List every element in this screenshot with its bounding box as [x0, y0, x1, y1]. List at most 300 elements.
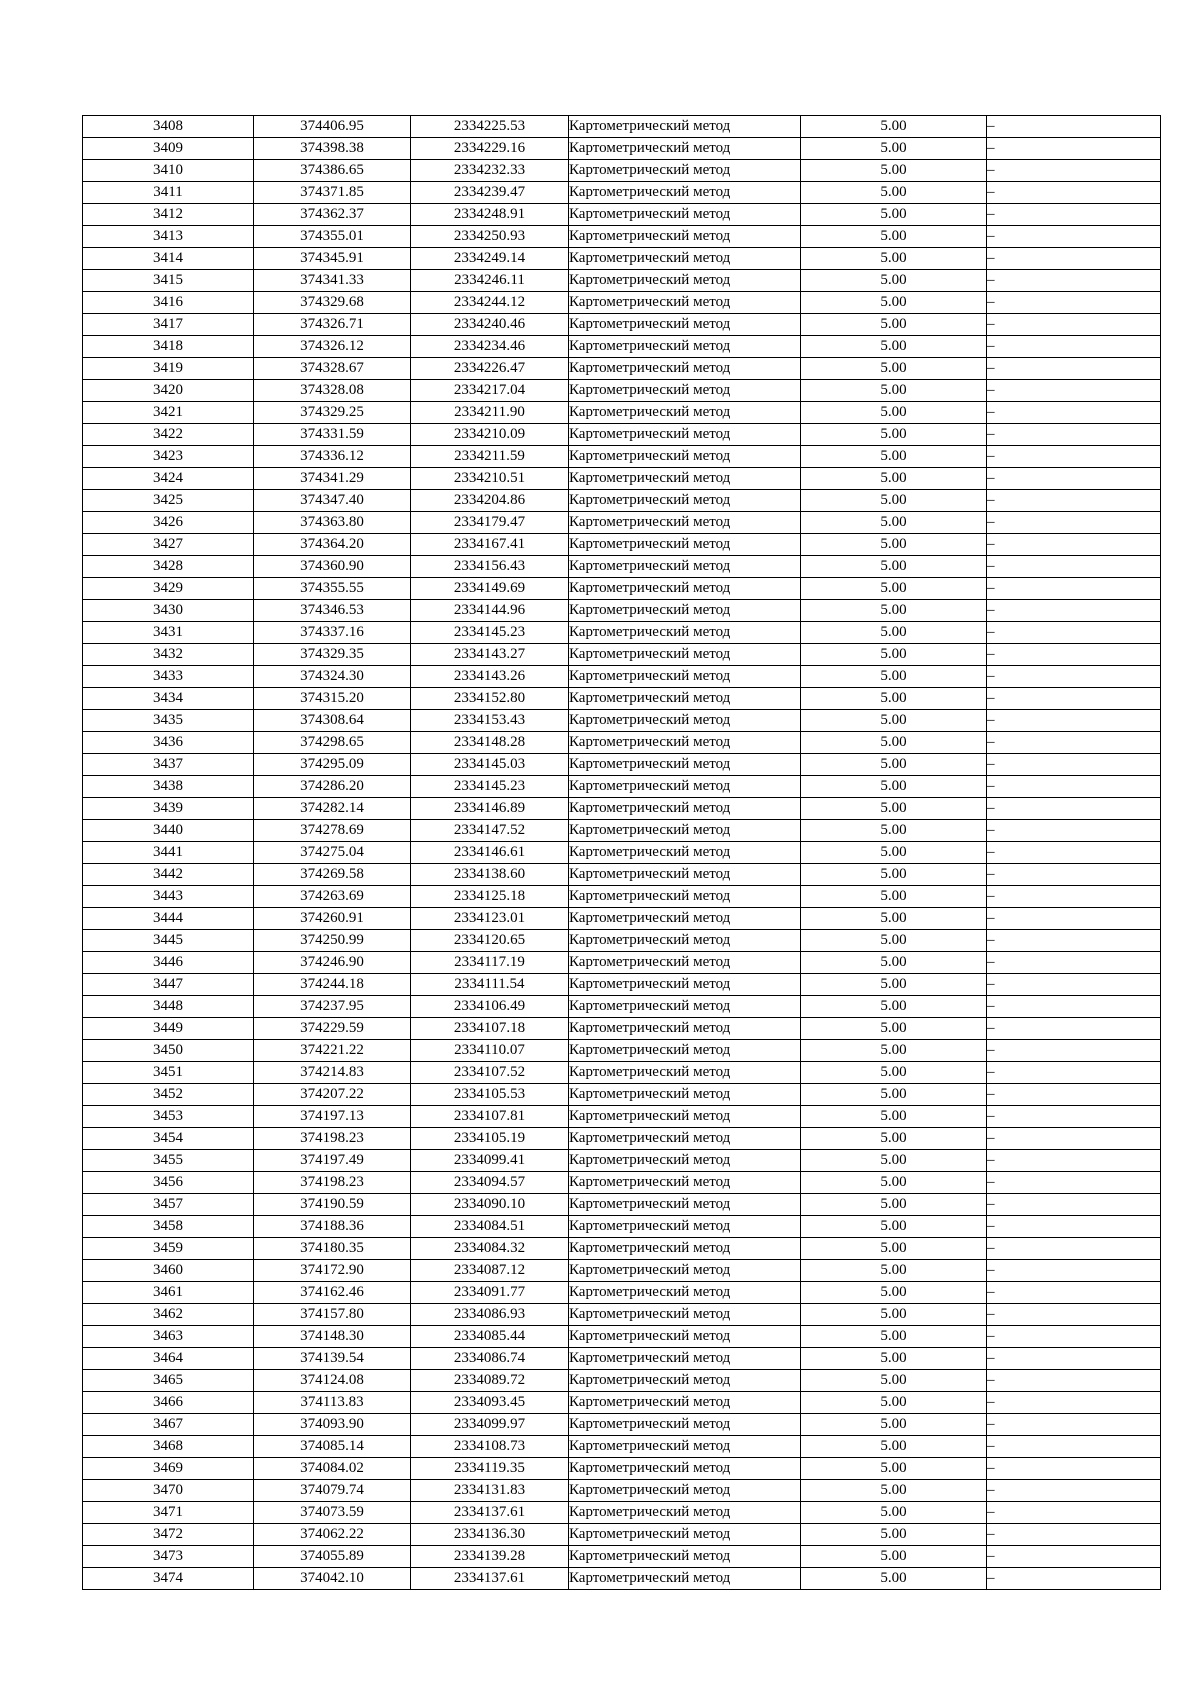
method-cell: Картометрический метод [569, 1326, 801, 1348]
table-row [83, 1238, 1161, 1260]
point-number-cell: 3439 [83, 798, 254, 820]
method-cell: Картометрический метод [569, 688, 801, 710]
method-cell: Картометрический метод [569, 248, 801, 270]
point-number-cell: 3422 [83, 424, 254, 446]
point-number-cell: 3411 [83, 182, 254, 204]
y-coordinate-cell: 2334204.86 [411, 490, 569, 512]
note-cell: – [987, 182, 1161, 204]
table-row [83, 1568, 1161, 1590]
y-coordinate-cell: 2334250.93 [411, 226, 569, 248]
table-row [83, 842, 1161, 864]
x-coordinate-cell: 374315.20 [254, 688, 411, 710]
y-coordinate-cell: 2334148.28 [411, 732, 569, 754]
note-cell: – [987, 864, 1161, 886]
accuracy-cell: 5.00 [801, 490, 987, 512]
point-number-cell: 3458 [83, 1216, 254, 1238]
accuracy-cell: 5.00 [801, 336, 987, 358]
note-cell: – [987, 710, 1161, 732]
table-row [83, 886, 1161, 908]
y-coordinate-cell: 2334149.69 [411, 578, 569, 600]
note-cell: – [987, 578, 1161, 600]
point-number-cell: 3417 [83, 314, 254, 336]
note-cell: – [987, 1348, 1161, 1370]
point-number-cell: 3457 [83, 1194, 254, 1216]
table-row [83, 270, 1161, 292]
method-cell: Картометрический метод [569, 424, 801, 446]
method-cell: Картометрический метод [569, 1304, 801, 1326]
note-cell: – [987, 996, 1161, 1018]
table-row [83, 314, 1161, 336]
method-cell: Картометрический метод [569, 842, 801, 864]
table-row [83, 1040, 1161, 1062]
accuracy-cell: 5.00 [801, 270, 987, 292]
point-number-cell: 3463 [83, 1326, 254, 1348]
note-cell: – [987, 1172, 1161, 1194]
y-coordinate-cell: 2334106.49 [411, 996, 569, 1018]
method-cell: Картометрический метод [569, 1480, 801, 1502]
point-number-cell: 3429 [83, 578, 254, 600]
y-coordinate-cell: 2334137.61 [411, 1502, 569, 1524]
accuracy-cell: 5.00 [801, 248, 987, 270]
table-row [83, 556, 1161, 578]
x-coordinate-cell: 374190.59 [254, 1194, 411, 1216]
note-cell: – [987, 600, 1161, 622]
method-cell: Картометрический метод [569, 314, 801, 336]
y-coordinate-cell: 2334217.04 [411, 380, 569, 402]
table-row [83, 1436, 1161, 1458]
point-number-cell: 3470 [83, 1480, 254, 1502]
y-coordinate-cell: 2334093.45 [411, 1392, 569, 1414]
x-coordinate-cell: 374214.83 [254, 1062, 411, 1084]
method-cell: Картометрический метод [569, 358, 801, 380]
method-cell: Картометрический метод [569, 556, 801, 578]
method-cell: Картометрический метод [569, 886, 801, 908]
note-cell: – [987, 666, 1161, 688]
table-row [83, 446, 1161, 468]
note-cell: – [987, 644, 1161, 666]
accuracy-cell: 5.00 [801, 1480, 987, 1502]
point-number-cell: 3437 [83, 754, 254, 776]
table-row [83, 380, 1161, 402]
point-number-cell: 3428 [83, 556, 254, 578]
method-cell: Картометрический метод [569, 996, 801, 1018]
note-cell: – [987, 1084, 1161, 1106]
point-number-cell: 3438 [83, 776, 254, 798]
method-cell: Картометрический метод [569, 204, 801, 226]
note-cell: – [987, 336, 1161, 358]
note-cell: – [987, 1524, 1161, 1546]
note-cell: – [987, 1128, 1161, 1150]
table-row [83, 688, 1161, 710]
accuracy-cell: 5.00 [801, 1370, 987, 1392]
y-coordinate-cell: 2334107.52 [411, 1062, 569, 1084]
note-cell: – [987, 1414, 1161, 1436]
note-cell: – [987, 974, 1161, 996]
method-cell: Картометрический метод [569, 534, 801, 556]
table-row [83, 974, 1161, 996]
point-number-cell: 3409 [83, 138, 254, 160]
accuracy-cell: 5.00 [801, 1238, 987, 1260]
method-cell: Картометрический метод [569, 1216, 801, 1238]
method-cell: Картометрический метод [569, 930, 801, 952]
accuracy-cell: 5.00 [801, 314, 987, 336]
table-row [83, 820, 1161, 842]
note-cell: – [987, 1436, 1161, 1458]
x-coordinate-cell: 374295.09 [254, 754, 411, 776]
table-row [83, 1304, 1161, 1326]
x-coordinate-cell: 374062.22 [254, 1524, 411, 1546]
accuracy-cell: 5.00 [801, 1568, 987, 1590]
method-cell: Картометрический метод [569, 1546, 801, 1568]
x-coordinate-cell: 374286.20 [254, 776, 411, 798]
point-number-cell: 3420 [83, 380, 254, 402]
accuracy-cell: 5.00 [801, 622, 987, 644]
note-cell: – [987, 490, 1161, 512]
y-coordinate-cell: 2334086.93 [411, 1304, 569, 1326]
point-number-cell: 3465 [83, 1370, 254, 1392]
x-coordinate-cell: 374360.90 [254, 556, 411, 578]
method-cell: Картометрический метод [569, 908, 801, 930]
table-row [83, 424, 1161, 446]
x-coordinate-cell: 374124.08 [254, 1370, 411, 1392]
table-row [83, 292, 1161, 314]
accuracy-cell: 5.00 [801, 974, 987, 996]
accuracy-cell: 5.00 [801, 732, 987, 754]
point-number-cell: 3410 [83, 160, 254, 182]
method-cell: Картометрический метод [569, 468, 801, 490]
y-coordinate-cell: 2334145.23 [411, 776, 569, 798]
accuracy-cell: 5.00 [801, 820, 987, 842]
method-cell: Картометрический метод [569, 1436, 801, 1458]
x-coordinate-cell: 374363.80 [254, 512, 411, 534]
method-cell: Картометрический метод [569, 1392, 801, 1414]
point-number-cell: 3444 [83, 908, 254, 930]
table-row [83, 1260, 1161, 1282]
note-cell: – [987, 688, 1161, 710]
method-cell: Картометрический метод [569, 820, 801, 842]
y-coordinate-cell: 2334120.65 [411, 930, 569, 952]
accuracy-cell: 5.00 [801, 1194, 987, 1216]
y-coordinate-cell: 2334119.35 [411, 1458, 569, 1480]
accuracy-cell: 5.00 [801, 226, 987, 248]
point-number-cell: 3427 [83, 534, 254, 556]
note-cell: – [987, 358, 1161, 380]
y-coordinate-cell: 2334090.10 [411, 1194, 569, 1216]
y-coordinate-cell: 2334156.43 [411, 556, 569, 578]
method-cell: Картометрический метод [569, 182, 801, 204]
y-coordinate-cell: 2334094.57 [411, 1172, 569, 1194]
x-coordinate-cell: 374139.54 [254, 1348, 411, 1370]
accuracy-cell: 5.00 [801, 1260, 987, 1282]
y-coordinate-cell: 2334123.01 [411, 908, 569, 930]
y-coordinate-cell: 2334229.16 [411, 138, 569, 160]
table-row [83, 1326, 1161, 1348]
y-coordinate-cell: 2334249.14 [411, 248, 569, 270]
table-row [83, 930, 1161, 952]
x-coordinate-cell: 374364.20 [254, 534, 411, 556]
y-coordinate-cell: 2334232.33 [411, 160, 569, 182]
note-cell: – [987, 534, 1161, 556]
table-row [83, 1018, 1161, 1040]
accuracy-cell: 5.00 [801, 358, 987, 380]
x-coordinate-cell: 374198.23 [254, 1172, 411, 1194]
note-cell: – [987, 402, 1161, 424]
x-coordinate-cell: 374221.22 [254, 1040, 411, 1062]
point-number-cell: 3446 [83, 952, 254, 974]
note-cell: – [987, 842, 1161, 864]
point-number-cell: 3445 [83, 930, 254, 952]
accuracy-cell: 5.00 [801, 534, 987, 556]
accuracy-cell: 5.00 [801, 424, 987, 446]
x-coordinate-cell: 374042.10 [254, 1568, 411, 1590]
point-number-cell: 3430 [83, 600, 254, 622]
y-coordinate-cell: 2334085.44 [411, 1326, 569, 1348]
note-cell: – [987, 138, 1161, 160]
y-coordinate-cell: 2334086.74 [411, 1348, 569, 1370]
table-row [83, 116, 1161, 138]
accuracy-cell: 5.00 [801, 446, 987, 468]
x-coordinate-cell: 374336.12 [254, 446, 411, 468]
point-number-cell: 3459 [83, 1238, 254, 1260]
table-row [83, 1546, 1161, 1568]
y-coordinate-cell: 2334137.61 [411, 1568, 569, 1590]
x-coordinate-cell: 374324.30 [254, 666, 411, 688]
point-number-cell: 3448 [83, 996, 254, 1018]
x-coordinate-cell: 374362.37 [254, 204, 411, 226]
x-coordinate-cell: 374180.35 [254, 1238, 411, 1260]
note-cell: – [987, 798, 1161, 820]
point-number-cell: 3416 [83, 292, 254, 314]
method-cell: Картометрический метод [569, 490, 801, 512]
point-number-cell: 3440 [83, 820, 254, 842]
x-coordinate-cell: 374073.59 [254, 1502, 411, 1524]
point-number-cell: 3452 [83, 1084, 254, 1106]
method-cell: Картометрический метод [569, 1524, 801, 1546]
point-number-cell: 3434 [83, 688, 254, 710]
x-coordinate-cell: 374079.74 [254, 1480, 411, 1502]
x-coordinate-cell: 374275.04 [254, 842, 411, 864]
y-coordinate-cell: 2334210.09 [411, 424, 569, 446]
y-coordinate-cell: 2334153.43 [411, 710, 569, 732]
x-coordinate-cell: 374250.99 [254, 930, 411, 952]
y-coordinate-cell: 2334099.97 [411, 1414, 569, 1436]
method-cell: Картометрический метод [569, 1062, 801, 1084]
x-coordinate-cell: 374326.71 [254, 314, 411, 336]
point-number-cell: 3466 [83, 1392, 254, 1414]
table-row [83, 578, 1161, 600]
accuracy-cell: 5.00 [801, 666, 987, 688]
table-row [83, 1458, 1161, 1480]
accuracy-cell: 5.00 [801, 600, 987, 622]
note-cell: – [987, 1326, 1161, 1348]
note-cell: – [987, 1216, 1161, 1238]
x-coordinate-cell: 374244.18 [254, 974, 411, 996]
method-cell: Картометрический метод [569, 1414, 801, 1436]
x-coordinate-cell: 374263.69 [254, 886, 411, 908]
table-row [83, 1150, 1161, 1172]
accuracy-cell: 5.00 [801, 1326, 987, 1348]
table-row [83, 336, 1161, 358]
point-number-cell: 3418 [83, 336, 254, 358]
point-number-cell: 3454 [83, 1128, 254, 1150]
accuracy-cell: 5.00 [801, 1414, 987, 1436]
point-number-cell: 3450 [83, 1040, 254, 1062]
y-coordinate-cell: 2334210.51 [411, 468, 569, 490]
x-coordinate-cell: 374329.35 [254, 644, 411, 666]
table-row [83, 160, 1161, 182]
note-cell: – [987, 226, 1161, 248]
method-cell: Картометрический метод [569, 292, 801, 314]
method-cell: Картометрический метод [569, 380, 801, 402]
table-row [83, 644, 1161, 666]
method-cell: Картометрический метод [569, 226, 801, 248]
x-coordinate-cell: 374282.14 [254, 798, 411, 820]
y-coordinate-cell: 2334139.28 [411, 1546, 569, 1568]
table-row [83, 1062, 1161, 1084]
accuracy-cell: 5.00 [801, 886, 987, 908]
accuracy-cell: 5.00 [801, 908, 987, 930]
x-coordinate-cell: 374093.90 [254, 1414, 411, 1436]
method-cell: Картометрический метод [569, 1106, 801, 1128]
point-number-cell: 3456 [83, 1172, 254, 1194]
table-row [83, 358, 1161, 380]
table-row [83, 1414, 1161, 1436]
accuracy-cell: 5.00 [801, 754, 987, 776]
x-coordinate-cell: 374246.90 [254, 952, 411, 974]
point-number-cell: 3460 [83, 1260, 254, 1282]
note-cell: – [987, 754, 1161, 776]
x-coordinate-cell: 374260.91 [254, 908, 411, 930]
point-number-cell: 3468 [83, 1436, 254, 1458]
y-coordinate-cell: 2334107.18 [411, 1018, 569, 1040]
point-number-cell: 3471 [83, 1502, 254, 1524]
point-number-cell: 3413 [83, 226, 254, 248]
table-row [83, 1194, 1161, 1216]
accuracy-cell: 5.00 [801, 688, 987, 710]
point-number-cell: 3467 [83, 1414, 254, 1436]
table-row [83, 666, 1161, 688]
method-cell: Картометрический метод [569, 776, 801, 798]
method-cell: Картометрический метод [569, 1348, 801, 1370]
y-coordinate-cell: 2334105.19 [411, 1128, 569, 1150]
table-row [83, 226, 1161, 248]
note-cell: – [987, 886, 1161, 908]
method-cell: Картометрический метод [569, 1568, 801, 1590]
y-coordinate-cell: 2334244.12 [411, 292, 569, 314]
table-row [83, 1392, 1161, 1414]
point-number-cell: 3443 [83, 886, 254, 908]
method-cell: Картометрический метод [569, 1150, 801, 1172]
accuracy-cell: 5.00 [801, 1084, 987, 1106]
point-number-cell: 3436 [83, 732, 254, 754]
table-row [83, 864, 1161, 886]
method-cell: Картометрический метод [569, 1502, 801, 1524]
x-coordinate-cell: 374355.55 [254, 578, 411, 600]
x-coordinate-cell: 374331.59 [254, 424, 411, 446]
point-number-cell: 3472 [83, 1524, 254, 1546]
method-cell: Картометрический метод [569, 512, 801, 534]
accuracy-cell: 5.00 [801, 1546, 987, 1568]
x-coordinate-cell: 374157.80 [254, 1304, 411, 1326]
note-cell: – [987, 160, 1161, 182]
table-row [83, 1524, 1161, 1546]
x-coordinate-cell: 374345.91 [254, 248, 411, 270]
table-row [83, 622, 1161, 644]
note-cell: – [987, 556, 1161, 578]
y-coordinate-cell: 2334138.60 [411, 864, 569, 886]
accuracy-cell: 5.00 [801, 380, 987, 402]
y-coordinate-cell: 2334225.53 [411, 116, 569, 138]
y-coordinate-cell: 2334211.90 [411, 402, 569, 424]
method-cell: Картометрический метод [569, 600, 801, 622]
note-cell: – [987, 1194, 1161, 1216]
note-cell: – [987, 622, 1161, 644]
method-cell: Картометрический метод [569, 710, 801, 732]
y-coordinate-cell: 2334234.46 [411, 336, 569, 358]
x-coordinate-cell: 374406.95 [254, 116, 411, 138]
note-cell: – [987, 930, 1161, 952]
y-coordinate-cell: 2334145.23 [411, 622, 569, 644]
accuracy-cell: 5.00 [801, 644, 987, 666]
note-cell: – [987, 908, 1161, 930]
point-number-cell: 3441 [83, 842, 254, 864]
x-coordinate-cell: 374341.29 [254, 468, 411, 490]
method-cell: Картометрический метод [569, 1370, 801, 1392]
x-coordinate-cell: 374341.33 [254, 270, 411, 292]
note-cell: – [987, 380, 1161, 402]
note-cell: – [987, 1282, 1161, 1304]
note-cell: – [987, 270, 1161, 292]
table-row [83, 776, 1161, 798]
coordinates-table [82, 115, 1161, 1590]
table-row [83, 1172, 1161, 1194]
method-cell: Картометрический метод [569, 138, 801, 160]
x-coordinate-cell: 374207.22 [254, 1084, 411, 1106]
table-row [83, 710, 1161, 732]
y-coordinate-cell: 2334179.47 [411, 512, 569, 534]
point-number-cell: 3453 [83, 1106, 254, 1128]
accuracy-cell: 5.00 [801, 952, 987, 974]
method-cell: Картометрический метод [569, 798, 801, 820]
y-coordinate-cell: 2334226.47 [411, 358, 569, 380]
y-coordinate-cell: 2334211.59 [411, 446, 569, 468]
y-coordinate-cell: 2334143.26 [411, 666, 569, 688]
y-coordinate-cell: 2334136.30 [411, 1524, 569, 1546]
accuracy-cell: 5.00 [801, 160, 987, 182]
note-cell: – [987, 1458, 1161, 1480]
method-cell: Картометрический метод [569, 1128, 801, 1150]
note-cell: – [987, 314, 1161, 336]
y-coordinate-cell: 2334248.91 [411, 204, 569, 226]
accuracy-cell: 5.00 [801, 182, 987, 204]
accuracy-cell: 5.00 [801, 1348, 987, 1370]
method-cell: Картометрический метод [569, 402, 801, 424]
x-coordinate-cell: 374229.59 [254, 1018, 411, 1040]
x-coordinate-cell: 374198.23 [254, 1128, 411, 1150]
table-row [83, 600, 1161, 622]
point-number-cell: 3433 [83, 666, 254, 688]
table-row [83, 248, 1161, 270]
method-cell: Картометрический метод [569, 644, 801, 666]
y-coordinate-cell: 2334239.47 [411, 182, 569, 204]
y-coordinate-cell: 2334240.46 [411, 314, 569, 336]
y-coordinate-cell: 2334131.83 [411, 1480, 569, 1502]
point-number-cell: 3447 [83, 974, 254, 996]
y-coordinate-cell: 2334105.53 [411, 1084, 569, 1106]
note-cell: – [987, 1502, 1161, 1524]
x-coordinate-cell: 374329.68 [254, 292, 411, 314]
table-row [83, 1480, 1161, 1502]
